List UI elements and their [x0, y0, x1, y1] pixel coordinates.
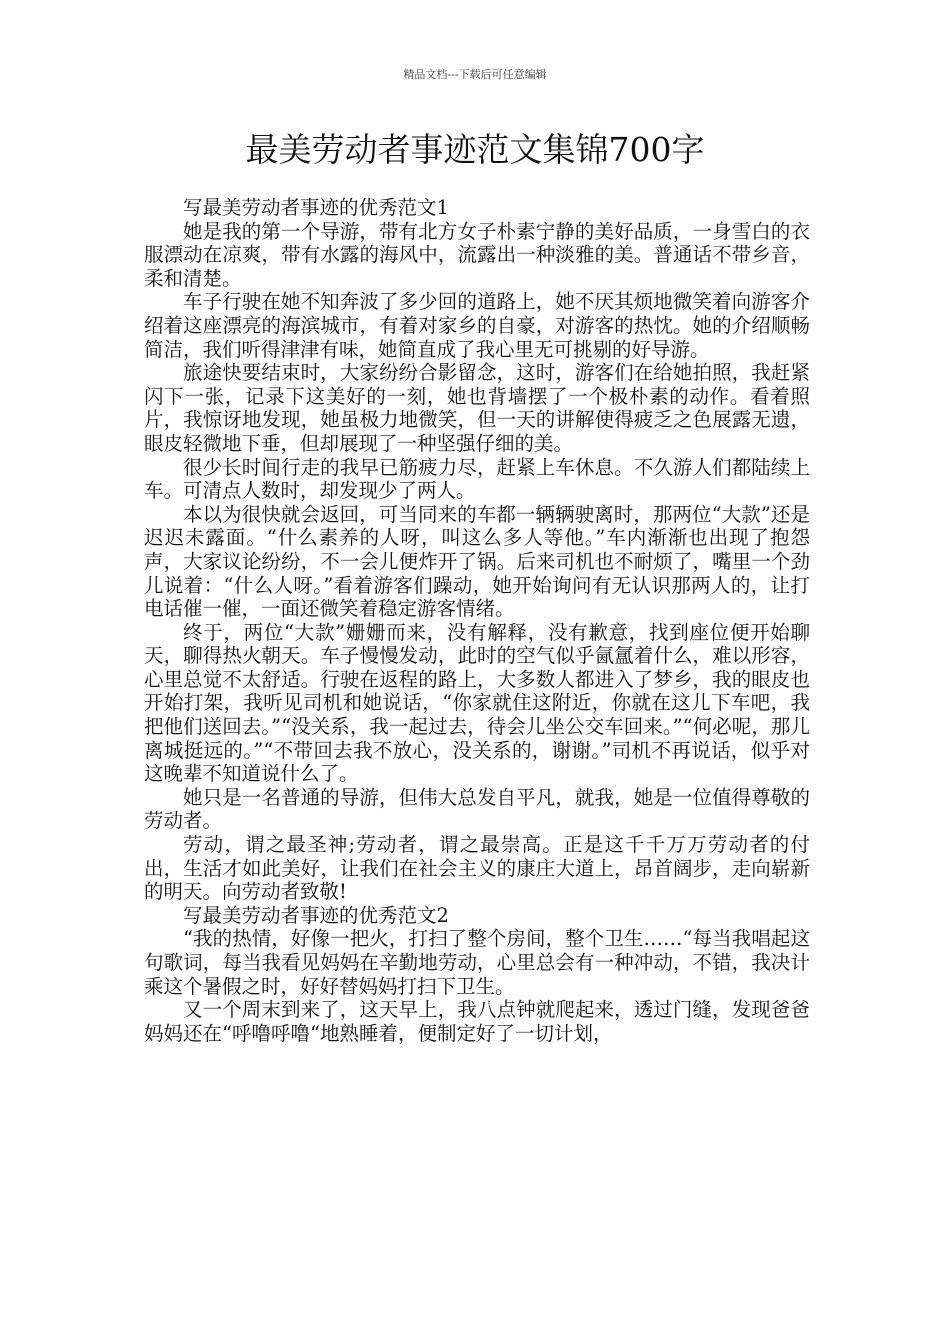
paragraph: 本以为很快就会返回，可当同来的车都一辆辆驶离时，那两位“大款”还是迟迟未露面。“什么素养的人呀，叫这么多人等他。”车内渐渐也出现了抱怨声，大家议论纷纷，不一会儿便炸开了锅。后来司机也不耐烦了，嘴里一个劲儿说着：“什么人呀。”看着游客们躁动，她开始询问有无认识那两人的，让打电话催一催，一面还微笑着稳定游客情绪。: [144, 502, 810, 621]
paragraph: “我的热情，好像一把火，打扫了整个房间，整个卫生……“每当我唱起这句歌词，每当我看见妈妈在辛勤地劳动，心里总会有一种冲动，不错，我决计乘这个暑假之时，好好替妈妈打扫下卫生。: [144, 927, 810, 998]
page-title: 最美劳动者事迹范文集锦700字: [245, 130, 705, 169]
document-body: [144, 196, 810, 1045]
header-note: 精品文档---下载后可任意编辑: [403, 68, 547, 81]
paragraph: 车子行驶在她不知奔波了多少回的道路上，她不厌其烦地微笑着向游客介绍着这座漂亮的海滨城市，有着对家乡的自豪，对游客的热忱。她的介绍顺畅简洁，我们听得津津有味，她简直成了我心里无可挑剔的好导游。: [144, 290, 810, 361]
paragraph: 旅途快要结束时，大家纷纷合影留念，这时，游客们在给她拍照，我赶紧闪下一张，记录下这美好的一刻，她也背墙摆了一个极朴素的动作。看着照片，我惊讶地发现，她虽极力地微笑，但一天的讲解使得疲乏之色展露无遗，眼皮轻微地下垂，但却展现了一种坚强仔细的美。: [144, 361, 810, 455]
paragraph: 又一个周末到来了，这天早上，我八点钟就爬起来，透过门缝，发现爸爸妈妈还在“呼噜呼噜“地熟睡着，便制定好了一切计划，: [144, 998, 810, 1045]
section-heading: 写最美劳动者事迹的优秀范文2: [183, 903, 449, 927]
paragraph: 劳动，谓之最圣神;劳动者，谓之最崇高。正是这千千万万劳动者的付出，生活才如此美好，让我们在社会主义的康庄大道上，昂首阔步，走向崭新的明天。向劳动者致敬!: [144, 833, 810, 904]
paragraph: 终于，两位“大款”姗姗而来，没有解释，没有歉意，找到座位便开始聊天，聊得热火朝天。车子慢慢发动，此时的空气似乎氤氲着什么，难以形容，心里总觉不太舒适。行驶在返程的路上，大多数人都进入了梦乡，我的眼皮也开始打架，我听见司机和她说话，“你家就住这附近，你就在这儿下车吧，我把他们送回去。”“没关系，我一起过去，待会儿坐公交车回来。”“何必呢，那儿离城挺远的。”“不带回去我不放心，没关系的，谢谢。”司机不再说话，似乎对这晚辈不知道说什么了。: [144, 620, 810, 786]
paragraph: 她是我的第一个导游，带有北方女子朴素宁静的美好品质，一身雪白的衣服漂动在凉爽，带有水露的海风中，流露出一种淡雅的美。普通话不带乡音，柔和清楚。: [144, 219, 810, 290]
section-heading: 写最美劳动者事迹的优秀范文1: [183, 196, 449, 219]
paragraph: 她只是一名普通的导游，但伟大总发自平凡，就我，她是一位值得尊敬的劳动者。: [144, 785, 810, 833]
paragraph: 很少长时间行走的我早已筋疲力尽，赶紧上车休息。不久游人们都陆续上车。可清点人数时，却发现少了两人。: [144, 455, 810, 503]
